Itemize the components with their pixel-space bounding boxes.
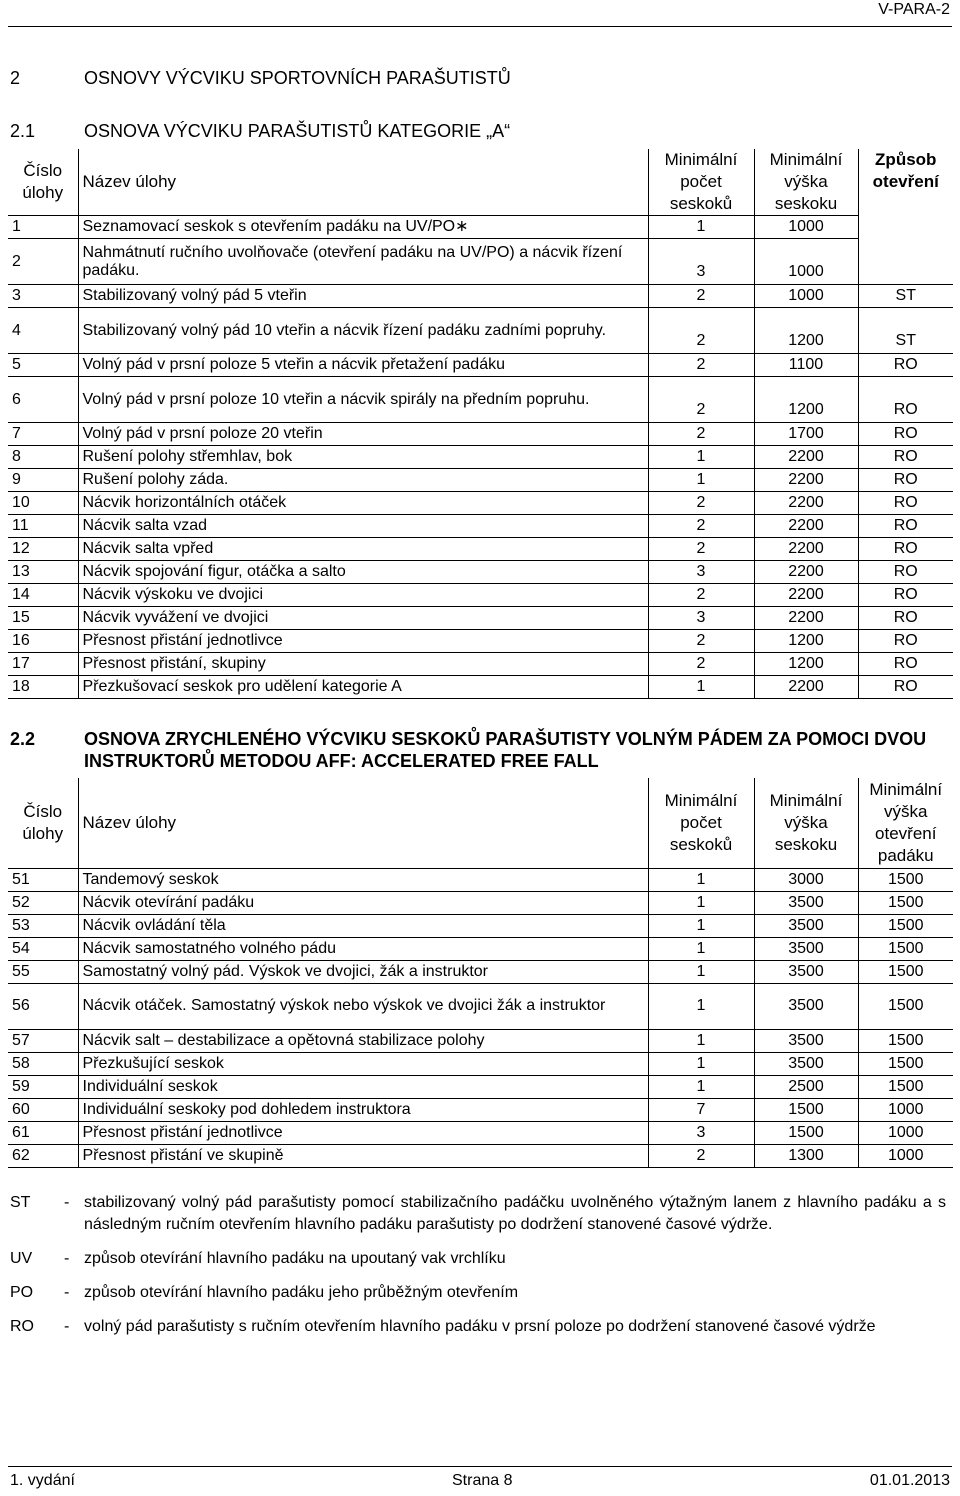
header-pocet: Minimální počet seskoků: [648, 778, 754, 868]
header-cislo: Číslo úlohy: [8, 778, 78, 868]
section-a-heading: [10, 121, 510, 142]
row-open-height: 1500: [858, 1029, 953, 1052]
row-count: 2: [648, 377, 754, 423]
row-name: Přesnost přistání ve skupině: [78, 1144, 648, 1167]
row-name: Stabilizovaný volný pád 5 vteřin: [78, 285, 648, 308]
header-cislo: Číslo úlohy: [8, 149, 78, 216]
row-method: RO: [858, 446, 953, 469]
table-row: [8, 216, 953, 239]
row-number: 14: [8, 584, 78, 607]
row-name: Přesnost přistání, skupiny: [78, 653, 648, 676]
table-row: [8, 377, 953, 423]
row-height: 1000: [754, 285, 858, 308]
row-height: 2200: [754, 469, 858, 492]
table-row: [8, 891, 953, 914]
row-name: Přezkušující seskok: [78, 1052, 648, 1075]
row-method: RO: [858, 630, 953, 653]
row-height: 2200: [754, 515, 858, 538]
row-count: 2: [648, 423, 754, 446]
row-name: Nácvik spojování figur, otáčka a salto: [78, 561, 648, 584]
row-method: RO: [858, 676, 953, 699]
section-b-title: OSNOVA ZRYCHLENÉHO VÝCVIKU SESKOKŮ PARAŠUTISTY VOLNÝM PÁDEM ZA POMOCI DVOU INSTRUKTORŮ METODOU AFF: ACCELERATED FREE FALL: [84, 729, 927, 771]
row-number: 59: [8, 1075, 78, 1098]
row-count: 1: [648, 216, 754, 239]
row-count: 3: [648, 607, 754, 630]
table-aff: [8, 778, 953, 1168]
header-pocet: Minimální počet seskoků: [648, 149, 754, 216]
row-method: ST: [858, 285, 953, 308]
row-name: Tandemový seskok: [78, 868, 648, 891]
table-row: [8, 653, 953, 676]
legend-desc: způsob otevírání hlavního padáku jeho průběžným otevřením: [84, 1284, 519, 1301]
table-row: [8, 239, 953, 285]
row-count: 2: [648, 308, 754, 354]
row-number: 58: [8, 1052, 78, 1075]
row-number: 53: [8, 914, 78, 937]
row-height: 3500: [754, 1052, 858, 1075]
row-count: 1: [648, 983, 754, 1029]
row-height: 2200: [754, 584, 858, 607]
row-open-height: 1500: [858, 1075, 953, 1098]
row-number: 6: [8, 377, 78, 423]
row-height: 1200: [754, 630, 858, 653]
row-method: ST: [858, 308, 953, 354]
row-name: Stabilizovaný volný pád 10 vteřin a nácvik řízení padáku zadními popruhy.: [78, 308, 648, 354]
row-number: 4: [8, 308, 78, 354]
legend-dash: -: [64, 1250, 70, 1267]
row-number: 11: [8, 515, 78, 538]
legend-item: [10, 1192, 946, 1236]
header-zpusob: Způsob otevření: [872, 150, 939, 191]
legend-abbr: UV: [10, 1250, 33, 1267]
row-height: 3500: [754, 1029, 858, 1052]
document-code: V-PARA-2: [878, 1, 950, 18]
row-number: 56: [8, 983, 78, 1029]
row-count: 3: [648, 239, 754, 285]
row-number: 9: [8, 469, 78, 492]
row-number: 62: [8, 1144, 78, 1167]
legend-item: [10, 1316, 946, 1338]
table-row: [8, 1144, 953, 1167]
row-number: 2: [8, 239, 78, 285]
row-number: 17: [8, 653, 78, 676]
table-row: [8, 937, 953, 960]
row-height: 3000: [754, 868, 858, 891]
row-number: 5: [8, 354, 78, 377]
row-method: RO: [858, 354, 953, 377]
header-nazev: Název úlohy: [78, 778, 648, 868]
row-height: 1200: [754, 377, 858, 423]
row-count: 2: [648, 515, 754, 538]
legend-abbr: RO: [10, 1318, 34, 1335]
row-number: 7: [8, 423, 78, 446]
row-open-height: 1500: [858, 983, 953, 1029]
row-method: RO: [858, 377, 953, 423]
table-row: [8, 308, 953, 354]
row-number: 60: [8, 1098, 78, 1121]
row-height: 2200: [754, 561, 858, 584]
row-height: 3500: [754, 914, 858, 937]
row-count: 1: [648, 891, 754, 914]
row-open-height: 1000: [858, 1144, 953, 1167]
row-number: 16: [8, 630, 78, 653]
row-name: Přesnost přistání jednotlivce: [78, 630, 648, 653]
row-number: 18: [8, 676, 78, 699]
table-row: [8, 538, 953, 561]
table-b-body: [8, 868, 953, 1167]
legend-abbr: PO: [10, 1284, 34, 1301]
row-open-height: 1000: [858, 1098, 953, 1121]
row-method: RO: [858, 561, 953, 584]
row-number: 61: [8, 1121, 78, 1144]
row-count: 1: [648, 1075, 754, 1098]
row-height: 3500: [754, 891, 858, 914]
table-row: [8, 868, 953, 891]
row-count: 2: [648, 538, 754, 561]
row-number: 12: [8, 538, 78, 561]
legend-dash: -: [64, 1194, 70, 1211]
row-number: 1: [8, 216, 78, 239]
table-category-a: [8, 149, 953, 699]
row-method: RO: [858, 653, 953, 676]
row-count: 1: [648, 469, 754, 492]
row-count: 3: [648, 561, 754, 584]
row-name: Individuální seskoky pod dohledem instruktora: [78, 1098, 648, 1121]
table-row: [8, 1098, 953, 1121]
legend-item: [10, 1248, 946, 1270]
row-height: 2200: [754, 538, 858, 561]
row-method: RO: [858, 538, 953, 561]
row-number: 13: [8, 561, 78, 584]
row-open-height: 1000: [858, 1121, 953, 1144]
row-number: 10: [8, 492, 78, 515]
table-row: [8, 446, 953, 469]
row-number: 52: [8, 891, 78, 914]
row-name: Přezkušovací seskok pro udělení kategorie A: [78, 676, 648, 699]
chapter-heading: [10, 68, 511, 89]
row-count: 1: [648, 1052, 754, 1075]
row-name: Nácvik ovládání těla: [78, 914, 648, 937]
row-name: Nácvik salta vpřed: [78, 538, 648, 561]
row-height: 1200: [754, 653, 858, 676]
row-count: 1: [648, 937, 754, 960]
row-name: Rušení polohy střemhlav, bok: [78, 446, 648, 469]
row-height: 2500: [754, 1075, 858, 1098]
row-name: Nácvik otevírání padáku: [78, 891, 648, 914]
row-name: Volný pád v prsní poloze 5 vteřin a nácvik přetažení padáku: [78, 354, 648, 377]
row-count: 2: [648, 492, 754, 515]
section-b-heading: [10, 728, 954, 772]
footer-rule: [8, 1466, 952, 1467]
row-number: 8: [8, 446, 78, 469]
row-number: 15: [8, 607, 78, 630]
row-name: Nácvik samostatného volného pádu: [78, 937, 648, 960]
row-name: Individuální seskok: [78, 1075, 648, 1098]
row-open-height: 1500: [858, 891, 953, 914]
row-name: Nácvik salta vzad: [78, 515, 648, 538]
row-height: 3500: [754, 960, 858, 983]
row-height: 2200: [754, 492, 858, 515]
row-height: 1100: [754, 354, 858, 377]
row-height: 1700: [754, 423, 858, 446]
section-a-title: OSNOVA VÝCVIKU PARAŠUTISTŮ KATEGORIE „A“: [84, 121, 511, 141]
row-name: Nácvik výskoku ve dvojici: [78, 584, 648, 607]
table-row: [8, 983, 953, 1029]
table-row: [8, 561, 953, 584]
row-count: 3: [648, 1121, 754, 1144]
row-count: 1: [648, 1029, 754, 1052]
header-vyska: Minimální výška seskoku: [754, 149, 858, 216]
row-count: 1: [648, 868, 754, 891]
row-number: 3: [8, 285, 78, 308]
table-row: [8, 1121, 953, 1144]
row-method: RO: [858, 469, 953, 492]
row-name: Seznamovací seskok s otevřením padáku na UV/PO∗: [78, 216, 648, 239]
row-open-height: 1500: [858, 937, 953, 960]
row-number: 55: [8, 960, 78, 983]
row-open-height: 1500: [858, 914, 953, 937]
row-name: Nácvik horizontálních otáček: [78, 492, 648, 515]
row-height: 1500: [754, 1121, 858, 1144]
table-row: [8, 676, 953, 699]
section-a-number: 2.1: [10, 121, 36, 141]
legend-desc: volný pád parašutisty s ručním otevřením hlavního padáku v prsní poloze po dodržení stanovené časové výdrže: [84, 1318, 876, 1335]
row-method: [858, 239, 953, 285]
row-number: 51: [8, 868, 78, 891]
row-count: 2: [648, 653, 754, 676]
footer-date: 01.01.2013: [869, 1472, 950, 1489]
row-name: Nahmátnutí ručního uvolňovače (otevření padáku na UV/PO) a nácvik řízení padáku.: [78, 239, 648, 285]
row-method: RO: [858, 492, 953, 515]
table-row: [8, 914, 953, 937]
row-name: Nácvik salt – destabilizace a opětovná stabilizace polohy: [78, 1029, 648, 1052]
legend-dash: -: [64, 1284, 70, 1301]
row-count: 1: [648, 960, 754, 983]
legend-desc: stabilizovaný volný pád parašutisty pomocí stabilizačního padáčku uvolněného výtažným lanem z hlavního padáku a s následným ručním otevřením hlavního padáku parašutisty po dodržení stanovené časové výdrže.: [84, 1194, 946, 1233]
row-number: 57: [8, 1029, 78, 1052]
table-row: [8, 960, 953, 983]
row-count: 1: [648, 446, 754, 469]
header-otevreni: Minimální výška otevření padáku: [858, 778, 953, 868]
row-name: Volný pád v prsní poloze 20 vteřin: [78, 423, 648, 446]
table-row: [8, 285, 953, 308]
footer-page: Strana 8: [452, 1472, 513, 1489]
table-row: [8, 423, 953, 446]
legend-abbr: ST: [10, 1194, 31, 1211]
table-a-body: [8, 216, 953, 699]
row-height: 3500: [754, 983, 858, 1029]
chapter-number: 2: [10, 68, 21, 88]
row-height: 1000: [754, 216, 858, 239]
table-row: [8, 1029, 953, 1052]
table-row: [8, 469, 953, 492]
row-name: Samostatný volný pád. Výskok ve dvojici, žák a instruktor: [78, 960, 648, 983]
header-rule: [8, 26, 952, 27]
row-method: RO: [858, 584, 953, 607]
table-row: [8, 630, 953, 653]
row-number: 54: [8, 937, 78, 960]
row-open-height: 1500: [858, 1052, 953, 1075]
row-count: 2: [648, 630, 754, 653]
row-height: 2200: [754, 446, 858, 469]
header-nazev: Název úlohy: [78, 149, 648, 216]
table-row: [8, 607, 953, 630]
row-name: Rušení polohy záda.: [78, 469, 648, 492]
table-row: [8, 584, 953, 607]
row-count: 2: [648, 285, 754, 308]
row-name: Nácvik otáček. Samostatný výskok nebo výskok ve dvojici žák a instruktor: [78, 983, 648, 1029]
row-count: 2: [648, 584, 754, 607]
row-name: Nácvik vyvážení ve dvojici: [78, 607, 648, 630]
row-method: RO: [858, 607, 953, 630]
table-row: [8, 1052, 953, 1075]
legend: [10, 1192, 946, 1350]
chapter-title: OSNOVY VÝCVIKU SPORTOVNÍCH PARAŠUTISTŮ: [84, 68, 511, 88]
row-name: Přesnost přistání jednotlivce: [78, 1121, 648, 1144]
row-height: 1000: [754, 239, 858, 285]
row-count: 2: [648, 354, 754, 377]
table-row: [8, 354, 953, 377]
header-vyska: Minimální výška seskoku: [754, 778, 858, 868]
row-count: 1: [648, 676, 754, 699]
row-height: 1500: [754, 1098, 858, 1121]
row-method: [858, 216, 953, 239]
row-method: RO: [858, 515, 953, 538]
row-open-height: 1500: [858, 868, 953, 891]
legend-desc: způsob otevírání hlavního padáku na upoutaný vak vrchlíku: [84, 1250, 506, 1267]
row-count: 2: [648, 1144, 754, 1167]
legend-item: [10, 1282, 946, 1304]
footer-edition: 1. vydání: [10, 1472, 75, 1489]
row-height: 1300: [754, 1144, 858, 1167]
table-row: [8, 515, 953, 538]
row-height: 1200: [754, 308, 858, 354]
table-row: [8, 492, 953, 515]
row-height: 2200: [754, 676, 858, 699]
table-row: [8, 1075, 953, 1098]
legend-dash: -: [64, 1318, 70, 1335]
row-count: 1: [648, 914, 754, 937]
row-count: 7: [648, 1098, 754, 1121]
row-method: RO: [858, 423, 953, 446]
row-height: 3500: [754, 937, 858, 960]
row-height: 2200: [754, 607, 858, 630]
row-name: Volný pád v prsní poloze 10 vteřin a nácvik spirály na předním popruhu.: [78, 377, 648, 423]
row-open-height: 1500: [858, 960, 953, 983]
section-b-number: 2.2: [10, 729, 36, 749]
